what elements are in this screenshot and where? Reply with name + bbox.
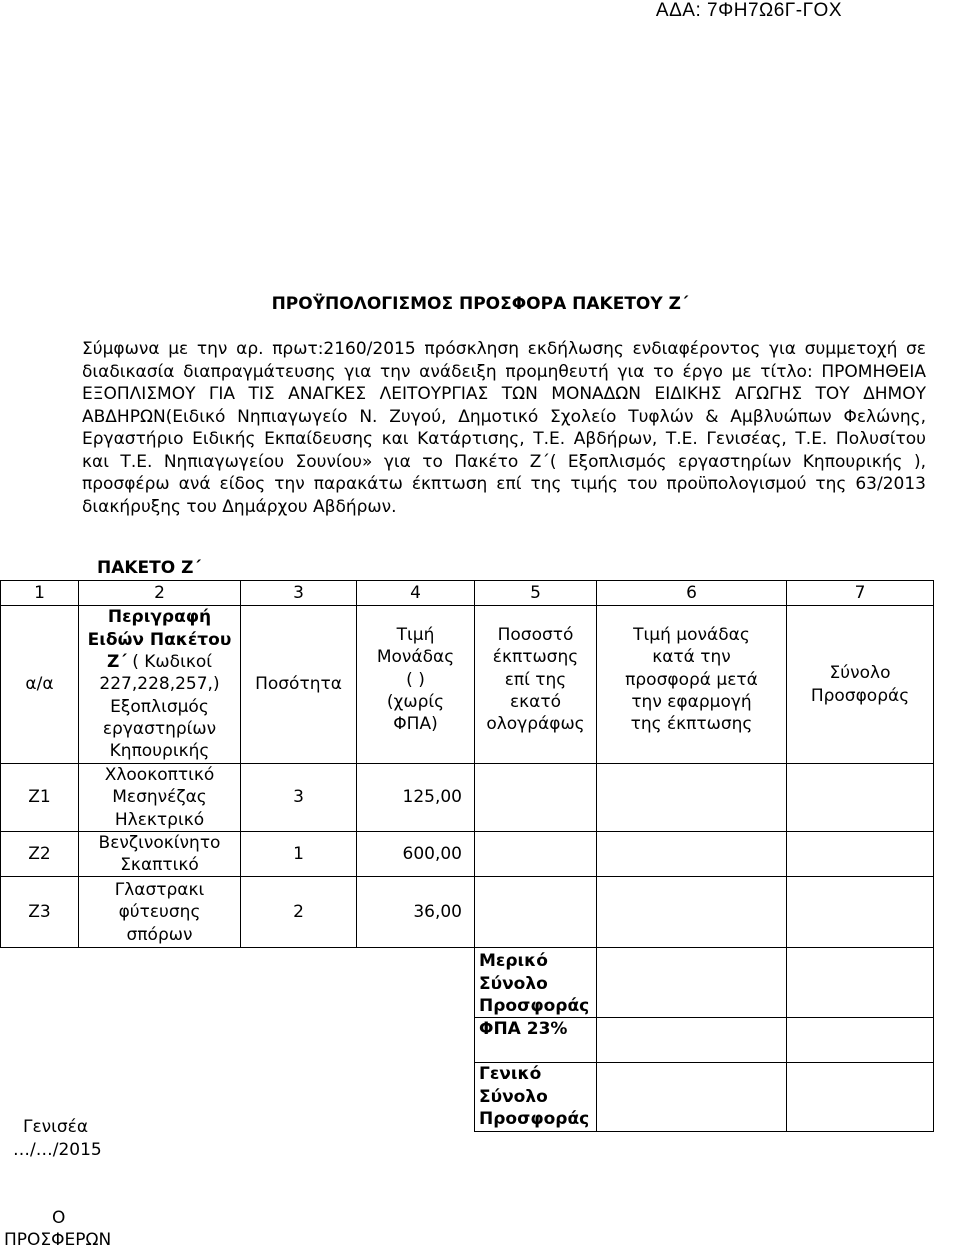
partial-total-sum[interactable] [787,948,934,1018]
header-desc-line: Κηπουρικής [109,741,210,762]
row-discount[interactable] [475,764,597,832]
row-unit-price: 125,00 [357,764,475,832]
summary-row-grand [1,1063,934,1132]
document-title: ΠΡΟΫΠΟΛΟΓΙΣΜΟΣ ΠΡΟΣΦΟΡΑ ΠΑΚΕΤΟΥ Ζ΄ [271,294,689,314]
row-aa: Ζ1 [1,764,79,832]
header-desc-line: Ειδών Πακέτου [87,629,232,650]
header-row [1,606,934,764]
column-number: 4 [357,581,475,606]
row-offer-unit-price[interactable] [597,877,787,948]
grand-total-sum[interactable] [787,1063,934,1132]
row-unit-price: 36,00 [357,877,475,948]
header-unit-price: Τιμή Μονάδας ( ) (χωρίς ΦΠΑ) [357,606,475,764]
header-desc-line: εργαστηρίων [102,718,217,739]
column-number: 3 [241,581,357,606]
header-offer-unit-price: Τιμή μονάδας κατά την προσφορά μετά την εφαρμογή της έκπτωσης [597,606,787,764]
row-description: Γλαστρακι φύτευσης σπόρων [79,877,241,948]
row-offer-unit-price[interactable] [597,831,787,877]
partial-total-value[interactable] [597,948,787,1018]
header-aa: α/α [1,606,79,764]
row-quantity: 1 [241,831,357,877]
row-total[interactable] [787,831,934,877]
row-total[interactable] [787,764,934,832]
grand-total-value[interactable] [597,1063,787,1132]
packet-title: ΠΑΚΕΤΟ Ζ΄ [97,558,201,578]
column-number-row [1,581,934,606]
row-discount[interactable] [475,877,597,948]
column-number: 5 [475,581,597,606]
vat-sum[interactable] [787,1018,934,1063]
ada-code: ΑΔΑ: 7ΦΗ7Ω6Γ-ΓΟΧ [655,0,842,21]
column-number: 7 [787,581,934,606]
header-desc-line: Εξοπλισμός [110,696,209,717]
header-desc-line: 227,228,257,) [99,674,220,695]
row-total[interactable] [787,877,934,948]
row-quantity: 2 [241,877,357,948]
table-row [1,831,934,877]
intro-paragraph: Σύμφωνα με την αρ. πρωτ:2160/2015 πρόσκληση εκδήλωσης ενδιαφέροντος για συμμετοχή σε διαδικασία διαπραγμάτευσης για την ανάδειξη προμηθευτή για το έργο με τίτλο: ΠΡΟΜΗΘΕΙΑ ΕΞΟΠΛΙΣΜΟΥ ΓΙΑ ΤΙΣ ΑΝΑΓΚΕΣ ΛΕΙΤΟΥΡΓΙΑΣ ΤΩΝ ΜΟΝΑΔΩΝ ΕΙΔΙΚΗΣ ΑΓΩΓΗΣ ΤΟΥ ΔΗΜΟΥ ΑΒΔΗΡΩΝ(Ειδικό Νηπιαγωγείο Ν. Ζυγού, Δημοτικό Σχολείο Τυφλών & Αμβλυώπων Φελώνης, Εργαστήριο Ειδικής Εκπαίδευσης και Κατάρτισης, Τ.Ε. Αβδήρων, Τ.Ε. Γενισέας, Τ.Ε. Πολυσίτου και Τ.Ε. Νηπιαγωγείου Σουνίου» για το Πακέτο Ζ΄( Εξοπλισμός εργαστηρίων Κηπουρικής ), προσφέρω ανά είδος την παρακάτω έκπτωση επί της τιμής του προϋπολογισμού της 63/2013 διακήρυξης του Δημάρχου Αβδήρων. [82,339,926,517]
row-offer-unit-price[interactable] [597,764,787,832]
summary-row-partial [1,948,934,1018]
header-quantity: Ποσότητα [241,606,357,764]
header-total: Σύνολο Προσφοράς [787,606,934,764]
footer-place: Γενισέα [23,1117,89,1137]
header-discount: Ποσοστό έκπτωσης επί της εκατό ολογράφως [475,606,597,764]
row-quantity: 3 [241,764,357,832]
footer-date: …/…/2015 [13,1140,102,1160]
column-number: 6 [597,581,787,606]
summary-row-vat [1,1018,934,1063]
vat-value[interactable] [597,1018,787,1063]
footer-offerer-article: Ο [52,1208,66,1228]
table-row [1,877,934,948]
column-number: 1 [1,581,79,606]
row-aa: Ζ3 [1,877,79,948]
row-discount[interactable] [475,831,597,877]
header-desc-line: Περιγραφή [107,607,212,628]
column-number: 2 [79,581,241,606]
vat-label: ΦΠΑ 23% [475,1018,597,1063]
grand-total-label: Γενικό Σύνολο Προσφοράς [475,1063,597,1132]
row-description: Βενζινοκίνητο Σκαπτικό [79,831,241,877]
row-aa: Ζ2 [1,831,79,877]
partial-total-label: Μερικό Σύνολο Προσφοράς [475,948,597,1018]
header-desc-line: Ζ΄ ( Κωδικοί [107,652,212,673]
footer-offerer: ΠΡΟΣΦΕΡΩΝ [4,1230,112,1250]
header-description [79,606,241,764]
table-row [1,764,934,832]
offer-table [0,580,934,1132]
row-description: Χλοοκοπτικό Μεσηνέζας Ηλεκτρικό [79,764,241,832]
row-unit-price: 600,00 [357,831,475,877]
